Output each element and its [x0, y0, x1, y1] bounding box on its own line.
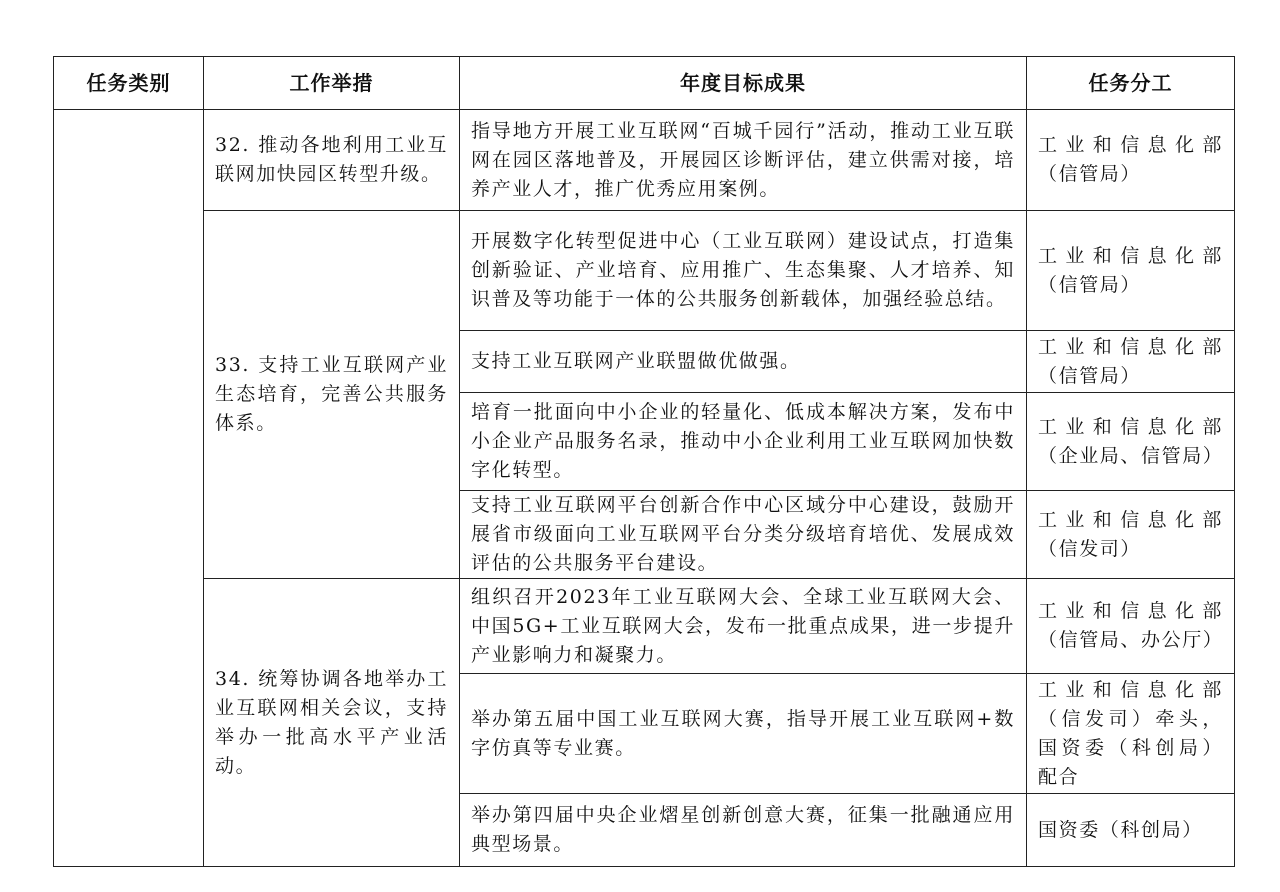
annual-goal: 举办第五届中国工业互联网大赛，指导开展工业互联网+数字仿真等专业赛。: [460, 674, 1027, 794]
header-row: [54, 57, 1235, 110]
work-measure-34: 34. 统筹协调各地举办工业互联网相关会议，支持举办一批高水平产业活动。: [204, 579, 460, 867]
task-division: 工业和信息化部（信管局）: [1027, 331, 1235, 393]
task-division: 工业和信息化部（信发司）牵头，国资委（科创局）配合: [1027, 674, 1235, 794]
work-measure-32: 32. 推动各地利用工业互联网加快园区转型升级。: [204, 110, 460, 211]
task-division: 工业和信息化部（企业局、信管局）: [1027, 393, 1235, 491]
header-annual-goal: 年度目标成果: [460, 57, 1027, 110]
task-division: 工业和信息化部（信管局）: [1027, 211, 1235, 331]
task-category-cell: [54, 110, 204, 867]
annual-goal: 指导地方开展工业互联网“百城千园行”活动，推动工业互联网在园区落地普及，开展园区诊断评估，建立供需对接，培养产业人才，推广优秀应用案例。: [460, 110, 1027, 211]
work-measure-33: 33. 支持工业互联网产业生态培育，完善公共服务体系。: [204, 211, 460, 579]
table-row: [54, 211, 1235, 331]
annual-goal: 组织召开2023年工业互联网大会、全球工业互联网大会、中国5G+工业互联网大会，发布一批重点成果，进一步提升产业影响力和凝聚力。: [460, 579, 1027, 674]
task-division: 工业和信息化部（信管局、办公厅）: [1027, 579, 1235, 674]
annual-goal: 支持工业互联网平台创新合作中心区域分中心建设，鼓励开展省市级面向工业互联网平台分类分级培育培优、发展成效评估的公共服务平台建设。: [460, 491, 1027, 579]
header-task-division: 任务分工: [1027, 57, 1235, 110]
task-division: 工业和信息化部（信管局）: [1027, 110, 1235, 211]
table-row: [54, 110, 1235, 211]
task-table: [53, 56, 1235, 867]
annual-goal: 支持工业互联网产业联盟做优做强。: [460, 331, 1027, 393]
annual-goal: 举办第四届中央企业熠星创新创意大赛，征集一批融通应用典型场景。: [460, 794, 1027, 867]
header-work-measure: 工作举措: [204, 57, 460, 110]
task-division: 工业和信息化部（信发司）: [1027, 491, 1235, 579]
annual-goal: 培育一批面向中小企业的轻量化、低成本解决方案，发布中小企业产品服务名录，推动中小企业利用工业互联网加快数字化转型。: [460, 393, 1027, 491]
table-row: [54, 579, 1235, 674]
task-division: 国资委（科创局）: [1027, 794, 1235, 867]
annual-goal: 开展数字化转型促进中心（工业互联网）建设试点，打造集创新验证、产业培育、应用推广、生态集聚、人才培养、知识普及等功能于一体的公共服务创新载体，加强经验总结。: [460, 211, 1027, 331]
header-task-category: 任务类别: [54, 57, 204, 110]
